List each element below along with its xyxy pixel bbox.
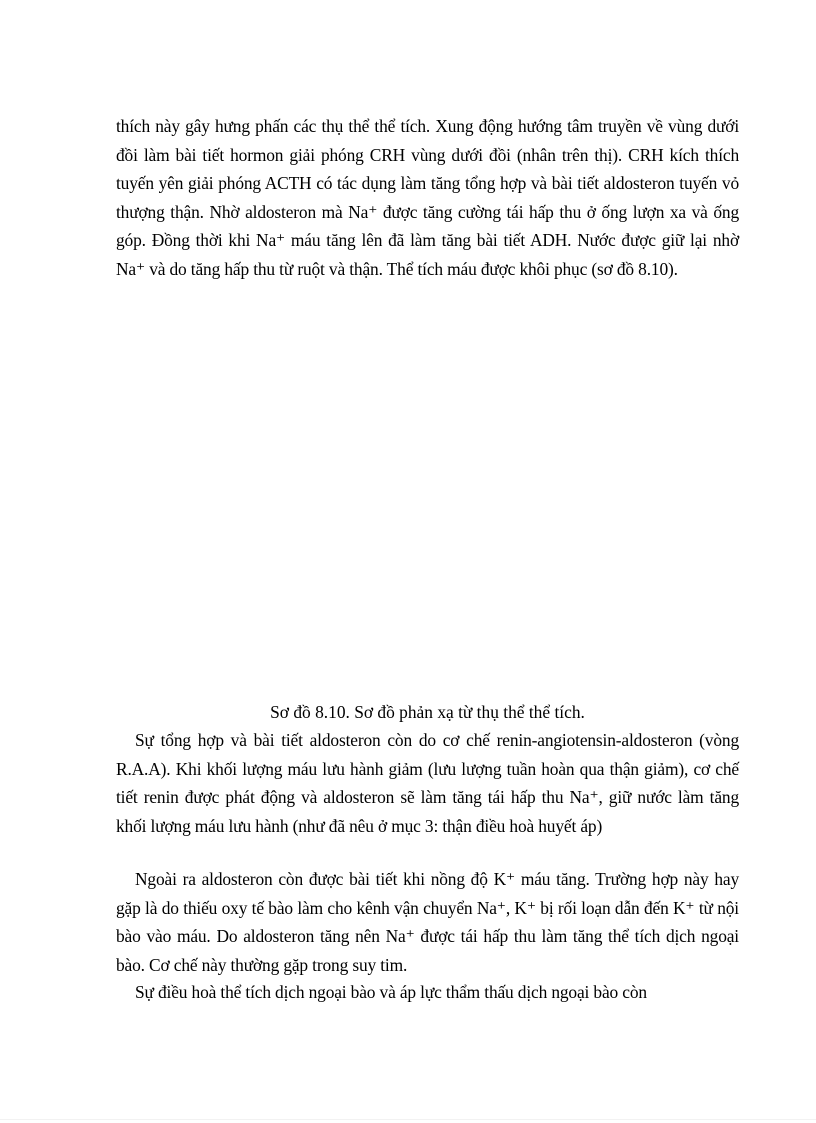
paragraph-raa: Sự tổng hợp và bài tiết aldosteron còn do cơ chế renin-angiotensin-aldosteron (vòng R.A.A). Khi khối lượng máu lưu hành giảm (lưu lượng tuần hoàn qua thận giảm), cơ chế tiết renin được phát động và aldosteron sẽ làm tăng tái hấp thu Na⁺, giữ nước làm tăng khối lượng máu lưu hành (như đã nêu ở mục 3: thận điều hoà huyết áp)	[116, 730, 739, 836]
figure-caption: Sơ đồ 8.10. Sơ đồ phản xạ từ thụ thể thể tích.	[270, 702, 585, 722]
figure-area	[116, 320, 739, 690]
paragraph-potassium: Ngoài ra aldosteron còn được bài tiết khi nồng độ K⁺ máu tăng. Trường hợp này hay gặp là do thiếu oxy tế bào làm cho kênh vận chuyển Na⁺, K⁺ bị rối loạn dẫn đến K⁺ từ nội bào vào máu. Do aldosteron tăng nên Na⁺ được tái hấp thu làm tăng thể tích dịch ngoại bào. Cơ chế này thường gặp trong suy tim.	[116, 869, 739, 975]
page-divider	[0, 1119, 816, 1120]
paragraph-volume-receptor-reflex: thích này gây hưng phấn các thụ thể thể tích. Xung động hướng tâm truyền về vùng dưới đồi làm bài tiết hormon giải phóng CRH vùng dưới đồi (nhân trên thị). CRH kích thích tuyến yên giải phóng ACTH có tác dụng làm tăng tổng hợp và bài tiết aldosteron tuyến vỏ thượng thận. Nhờ aldosteron mà Na⁺ được tăng cường tái hấp thu ở ống lượn xa và ống góp. Đồng thời khi Na⁺ máu tăng lên đã làm tăng bài tiết ADH. Nước được giữ lại nhờ Na⁺ và do tăng hấp thu từ ruột và thận. Thể tích máu được khôi phục (sơ đồ 8.10).	[116, 116, 739, 279]
paragraph-extracellular-regulation: Sự điều hoà thể tích dịch ngoại bào và áp lực thẩm thấu dịch ngoại bào còn	[135, 982, 647, 1002]
